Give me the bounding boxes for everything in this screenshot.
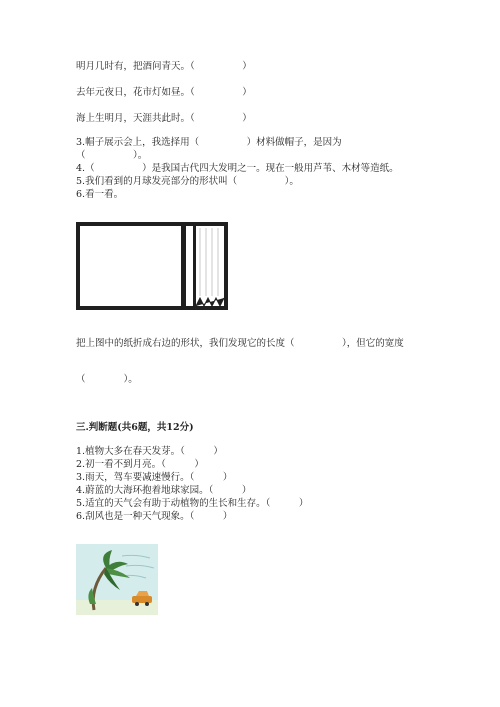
judge-item-6: 6.刮风也是一种天气现象。（ ） — [76, 511, 233, 522]
judge-item-3: 3.雨天，驾车要减速慢行。（ ） — [76, 472, 233, 483]
windy-palm-tree-car-illustration — [76, 544, 158, 615]
poem-line-3: 海上生明月，天涯共此时。（ ） — [76, 113, 252, 124]
question-3-line-1: 3.帽子展示会上，我选择用（ ）材料做帽子，是因为 — [76, 137, 342, 148]
folded-paper-icon — [76, 222, 228, 310]
poem-line-2: 去年元夜日，花市灯如昼。（ ） — [76, 87, 252, 98]
question-6-description-2: （ ）。 — [76, 374, 138, 385]
question-4: 4.（ ）是我国古代四大发明之一。现在一般用芦苇、木材等造纸。 — [76, 163, 399, 174]
poem-line-1: 明月几时有，把酒问青天。（ ） — [76, 61, 252, 72]
question-6-description: 把上图中的纸折成右边的形状，我们发现它的长度（ ），但它的宽度 — [76, 338, 404, 349]
judge-item-5: 5.适宜的天气会有助于动植物的生长和生存。（ ） — [76, 498, 309, 509]
judge-item-1: 1.植物大多在春天发芽。（ ） — [76, 446, 223, 457]
question-5: 5.我们看到的月球发亮部分的形状叫（ ）。 — [76, 176, 299, 187]
judge-item-4: 4.蔚蓝的大海环抱着地球家园。（ ） — [76, 485, 252, 496]
question-6: 6.看一看。 — [76, 189, 124, 200]
wind-palm-tree-icon — [76, 544, 158, 615]
folded-paper-illustration — [76, 222, 228, 310]
section-3-title: 三.判断题(共6题，共12分) — [76, 422, 194, 433]
paper-divider — [186, 226, 193, 306]
question-3-line-2: （ ）。 — [76, 150, 148, 161]
judge-item-2: 2.初一看不到月亮。（ ） — [76, 459, 204, 470]
